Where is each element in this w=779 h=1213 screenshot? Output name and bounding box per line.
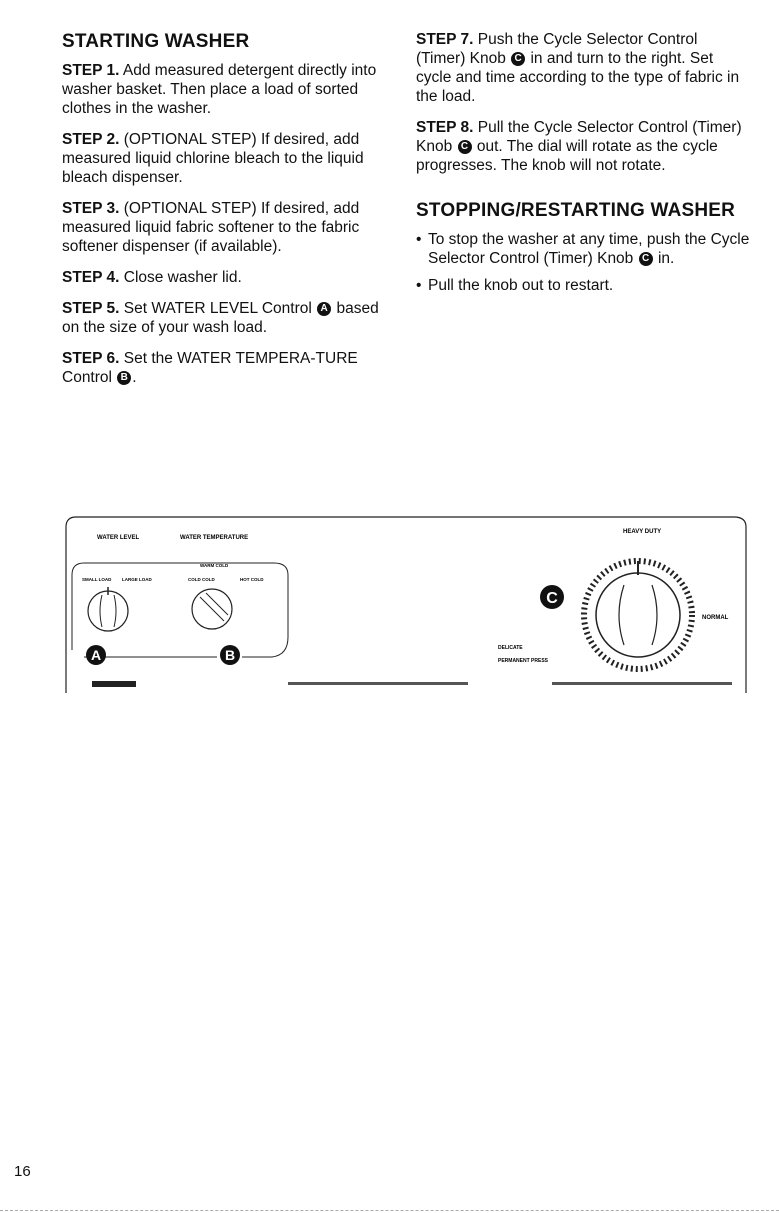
feature-strip bbox=[288, 682, 468, 685]
marker-c-label: C bbox=[546, 590, 558, 607]
step-6: STEP 6. Set the WATER TEMPERA-TURE Control B . bbox=[62, 350, 358, 386]
bottom-divider bbox=[0, 1210, 779, 1211]
marker-a-label: A bbox=[90, 647, 102, 663]
heavy-duty-label: HEAVY DUTY bbox=[623, 529, 662, 535]
delicate-label: DELICATE bbox=[498, 645, 523, 651]
step-1: STEP 1. Add measured detergent directly into washer basket. Then place a load of sorted clothes in the washer. bbox=[62, 62, 377, 117]
marker-b-icon: B bbox=[117, 371, 131, 385]
water-temp-label: WATER TEMPERATURE bbox=[180, 535, 249, 541]
marker-b-label: B bbox=[224, 647, 236, 663]
warm-cold-label: WARM COLD bbox=[200, 563, 229, 568]
marker-c-icon: C bbox=[458, 140, 472, 154]
cycle-selector-knob[interactable] bbox=[584, 561, 692, 669]
large-load-label: LARGE LOAD bbox=[122, 577, 152, 582]
left-column bbox=[62, 30, 382, 399]
marker-a-icon: A bbox=[317, 302, 331, 316]
control-panel-diagram bbox=[62, 515, 750, 695]
small-load-label: SMALL LOAD bbox=[82, 577, 112, 582]
step-4: STEP 4. Close washer lid. bbox=[62, 269, 242, 286]
page-number: 16 bbox=[14, 1163, 31, 1180]
step-5: STEP 5. Set WATER LEVEL Control A based on the size of your wash load. bbox=[62, 300, 379, 336]
stopping-list bbox=[416, 230, 751, 295]
permanent-press-label: PERMANENT PRESS bbox=[498, 658, 549, 664]
step-3: STEP 3. (OPTIONAL STEP) If desired, add measured liquid fabric softener to the fabric softener dispenser (if available). bbox=[62, 200, 360, 255]
step-7: STEP 7. Push the Cycle Selector Control (Timer) Knob C in and turn to the right. Set cycle and time according to the type of fabric in the load. bbox=[416, 31, 740, 105]
marker-c-icon: C bbox=[639, 252, 653, 266]
normal-label: NORMAL bbox=[702, 615, 729, 621]
water-level-knob[interactable] bbox=[88, 587, 128, 631]
step-2: STEP 2. (OPTIONAL STEP) If desired, add measured liquid chlorine bleach to the liquid bleach dispenser. bbox=[62, 131, 364, 186]
list-item: • To stop the washer at any time, push the Cycle Selector Control (Timer) Knob C in. bbox=[416, 230, 751, 268]
instruction-strip bbox=[552, 682, 732, 685]
cold-cold-label: COLD COLD bbox=[188, 577, 215, 582]
starting-heading: STARTING WASHER bbox=[62, 31, 250, 52]
step-8: STEP 8. Pull the Cycle Selector Control (Timer) Knob C out. The dial will rotate as the cycle progresses. The knob will not rotate. bbox=[416, 119, 742, 174]
water-level-label: WATER LEVEL bbox=[97, 535, 140, 541]
brand-logo bbox=[92, 681, 136, 687]
hot-cold-label: HOT COLD bbox=[240, 577, 264, 582]
right-column bbox=[416, 30, 751, 303]
list-item: • Pull the knob out to restart. bbox=[416, 276, 751, 295]
stopping-heading: STOPPING/RESTARTING WASHER bbox=[416, 200, 736, 221]
water-temperature-knob[interactable] bbox=[192, 589, 232, 629]
marker-c-icon: C bbox=[511, 52, 525, 66]
